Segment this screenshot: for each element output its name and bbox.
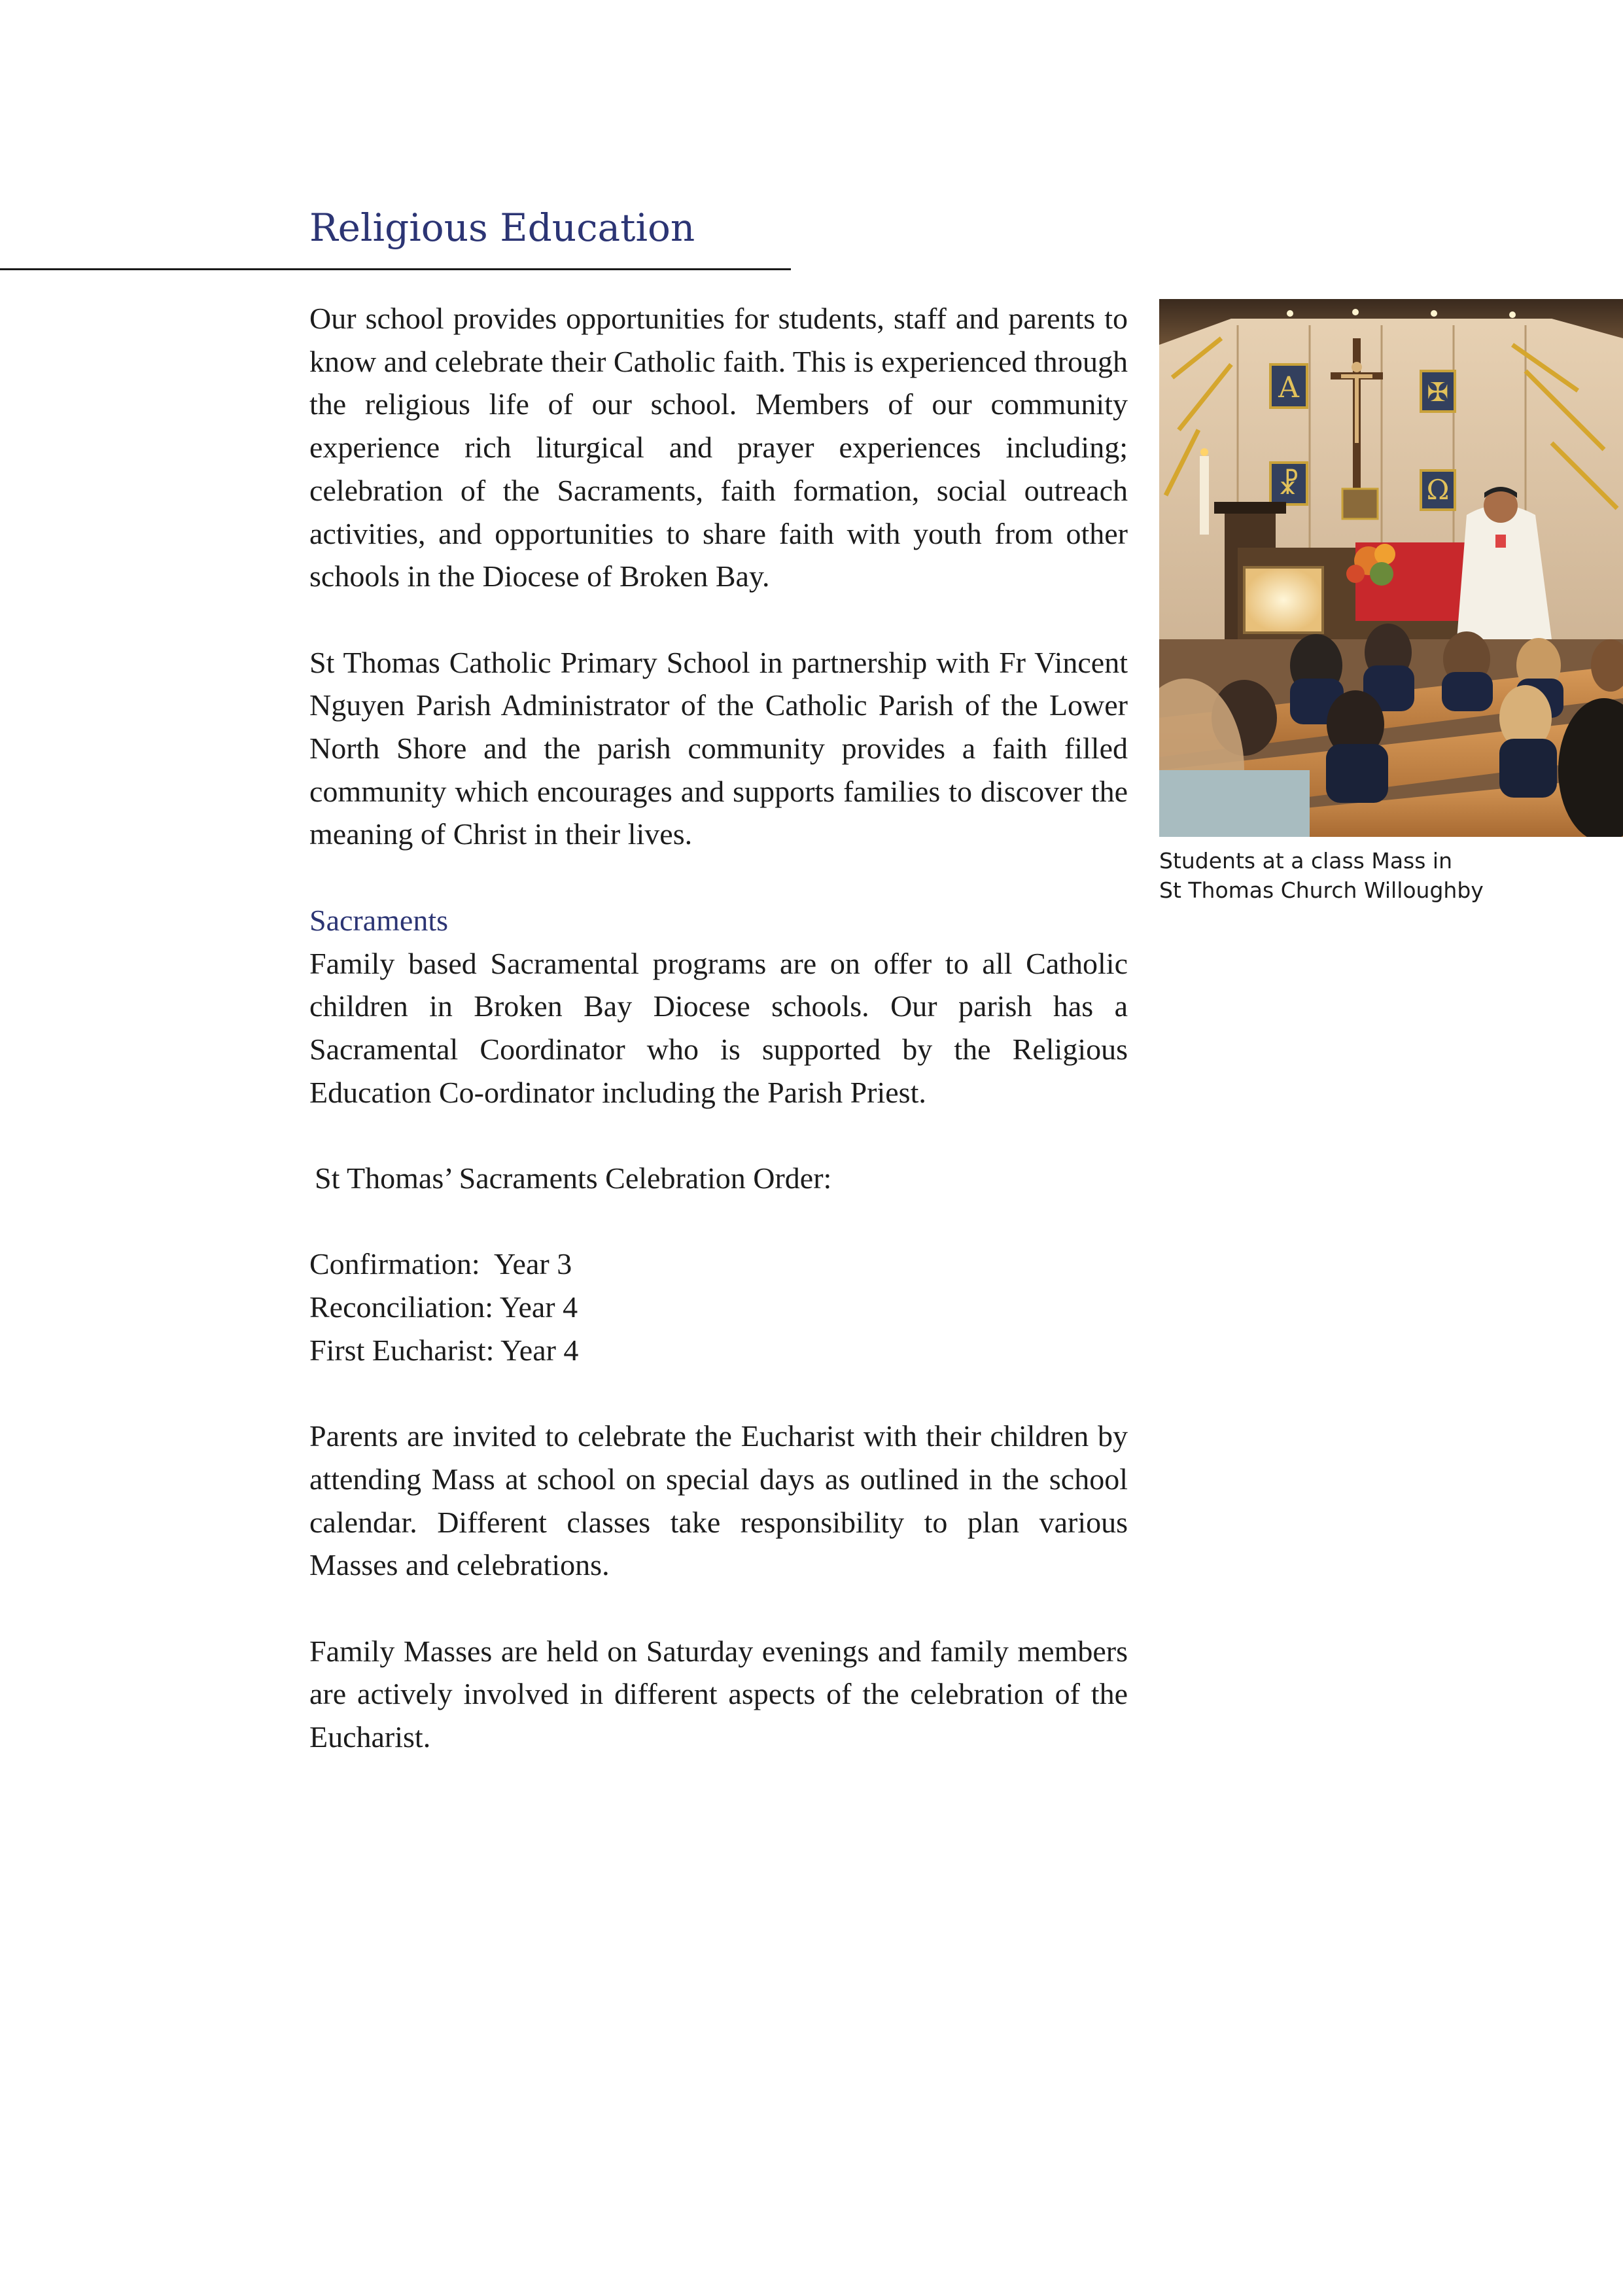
chirho-symbol: ☧ (1278, 468, 1300, 501)
spacer (309, 1587, 1128, 1630)
sacraments-heading: Sacraments (309, 903, 449, 937)
celebration-order-title: St Thomas’ Sacraments Celebration Order: (315, 1161, 832, 1195)
caption-line-2: St Thomas Church Willoughby (1159, 877, 1484, 903)
tabernacle (1342, 489, 1378, 519)
title-divider (0, 268, 791, 270)
partnership-paragraph: St Thomas Catholic Primary School in partnership with Fr Vincent Nguyen Parish Administrator of the Catholic Parish of the Lower North Shore and the parish community provides a faith filled community which encourages and supports families to discover the meaning of Christ in their lives. (309, 645, 1128, 851)
sacrament-year: Year 4 (500, 1333, 579, 1367)
sacrament-name: First Eucharist: (309, 1333, 495, 1367)
spacer (309, 598, 1128, 641)
church-mass-photo (1159, 299, 1623, 837)
family-masses-paragraph: Family Masses are held on Saturday evenings and family members are actively involved in different aspects of the celebration of the Eucharist. (309, 1634, 1128, 1754)
sacrament-name: Confirmation: (309, 1247, 480, 1281)
photo-caption (1159, 846, 1617, 905)
page-title: Religious Education (309, 205, 695, 250)
altar-panel (1244, 567, 1323, 633)
spacer (309, 1114, 1128, 1157)
alpha-symbol: A (1278, 371, 1299, 404)
spacer (309, 1372, 1128, 1415)
sacrament-name: Reconciliation: (309, 1290, 494, 1324)
sacrament-year: Year 4 (499, 1290, 578, 1324)
sacrament-row-first-eucharist (309, 1329, 1128, 1372)
parents-paragraph: Parents are invited to celebrate the Eucharist with their children by attending Mass at school on special days as outlined in the school calendar. Different classes take responsibility to plan various Masses and celebrations. (309, 1419, 1128, 1582)
caption-line-1: Students at a class Mass in (1159, 848, 1453, 874)
sacrament-row-reconciliation (309, 1286, 1128, 1329)
sacrament-row-confirmation (309, 1243, 1128, 1286)
paschal-candle (1200, 456, 1209, 535)
sacrament-year: Year 3 (493, 1247, 572, 1281)
spacer (309, 856, 1128, 899)
sacraments-paragraph: Family based Sacramental programs are on offer to all Catholic children in Broken Bay Diocese schools. Our parish has a Sacramental Coordinator who is supported by the Religious Education Co-ordinator including the Parish Priest. (309, 946, 1128, 1109)
main-text-column (309, 297, 1128, 1759)
omega-symbol: Ω (1426, 474, 1450, 506)
spacer (309, 1200, 1128, 1243)
ihs-symbol: ✠ (1427, 378, 1449, 408)
intro-paragraph: Our school provides opportunities for students, staff and parents to know and celebrate their Catholic faith. This is experienced through the religious life of our school. Members of our community experience rich liturgical and prayer experiences including; celebration of the Sacraments, faith formation, social outreach activities, and opportunities to share faith with youth from other schools in the Diocese of Broken Bay. (309, 302, 1128, 593)
